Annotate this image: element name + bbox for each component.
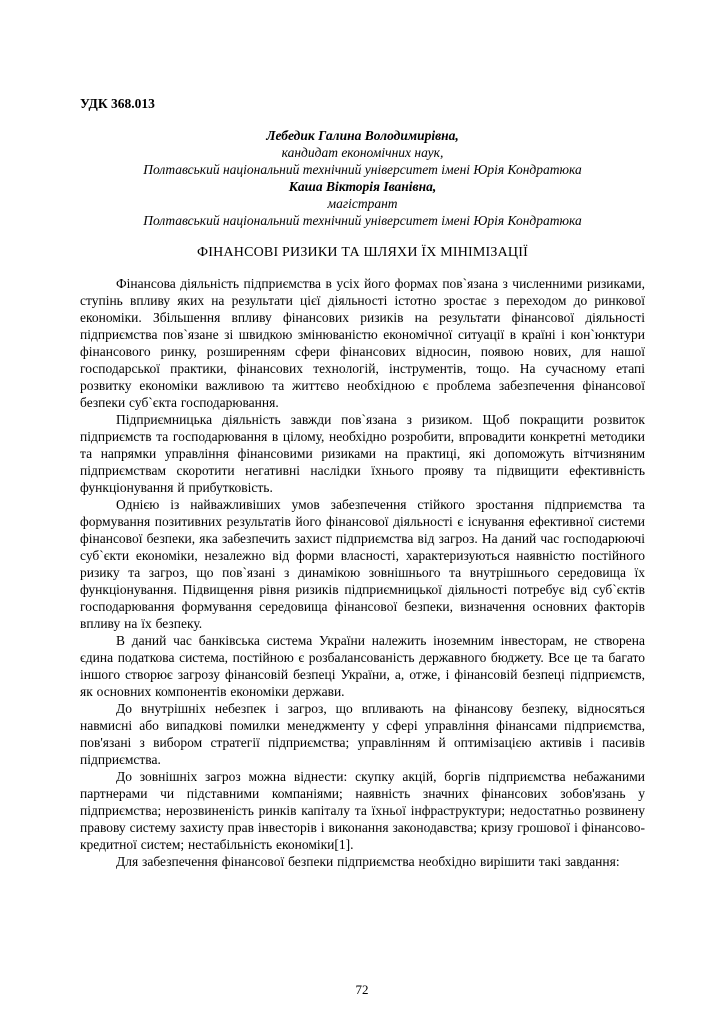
author-block <box>80 178 645 229</box>
author-name: Лебедик Галина Володимирівна, <box>266 128 459 143</box>
body-paragraph: Для забезпечення фінансової безпеки підприємства необхідно вирішити такі завдання: <box>116 854 620 869</box>
body-paragraph: Фінансова діяльність підприємства в усіх його формах пов`язана з численними ризиками, ступінь впливу яких на результати цієї діяльності істотно зростає з переходом до ринкової економіки. Збільшення впливу фінансових ризиків на результати фінансової діяльності підприємства пов`язане зі швидкою змінюваністю економічної ситуації в країні і кон`юнктури фінансового ринку, розширенням сфери фінансових відносин, появою нових, для нашої господарської практики, фінансових технологій, інструментів, тощо. На сучасному етапі розвитку економіки важливою та життєво необхідною є проблема забезпечення фінансової безпеки суб`єкта господарювання. <box>80 276 645 410</box>
body-paragraph: До зовнішніх загроз можна віднести: скупку акцій, боргів підприємства небажаними партнерами чи підставними компаніями; наявність значних фінансових зобов'язань у підприємства; нерозвиненість ринків капіталу та їхньої інфраструктури; недостатньо розвинену правову систему захисту прав інвесторів і виконання законодавства; кризу грошової і фінансово-кредитної систем; нестабільність економіки[1]. <box>80 769 645 852</box>
body-paragraph: Підприємницька діяльність завжди пов`язана з ризиком. Щоб покращити розвиток підприємств та господарювання в цілому, необхідно розробити, впровадити конкретні методики та напрямки управління фінансовими ризиками на практиці, які допоможуть вітчизняним підприємствам скоротити негативні наслідки їхнього прояву та підвищити ефективність функціонування й прибутковість. <box>80 412 645 495</box>
body-paragraph: Однією із найважливіших умов забезпечення стійкого зростання підприємства та формування позитивних результатів його фінансової діяльності є існування ефективної системи фінансової безпеки, яка забезпечить захист підприємства від загроз. На даний час господарюючі суб`єкти економіки, незалежно від форми власності, характеризуються наявністю постійного ризику та загроз, що пов`язані з динамікою зовнішнього та внутрішнього середовища їх функціонування. Підвищення рівня ризиків підприємницької діяльності потребує від суб`єктів господарювання формування середовища фінансової безпеки, визначення основних факторів впливу на їх безпеку. <box>80 497 645 631</box>
article-title: ФІНАНСОВІ РИЗИКИ ТА ШЛЯХИ ЇХ МІНІМІЗАЦІЇ <box>197 245 528 260</box>
author-affiliation: Полтавський національний технічний університет імені Юрія Кондратюка <box>143 213 582 228</box>
author-degree: магістрант <box>327 196 398 211</box>
author-affiliation: Полтавський національний технічний університет імені Юрія Кондратюка <box>143 162 582 177</box>
author-name: Каша Вікторія Іванівна, <box>288 179 437 194</box>
udc-code: УДК 368.013 <box>80 96 155 111</box>
authors-block <box>80 127 645 229</box>
author-degree: кандидат економічних наук, <box>281 145 444 160</box>
author-block <box>80 127 645 178</box>
article-body <box>80 275 645 870</box>
page-number: 72 <box>355 982 369 997</box>
body-paragraph: До внутрішніх небезпек і загроз, що впливають на фінансову безпеку, відносяться навмисні або випадкові помилки менеджменту у сфері управління фінансами підприємства, пов'язані з вибором стратегії підприємства; управлінням й оптимізацією активів і пасивів підприємства. <box>80 701 645 767</box>
body-paragraph: В даний час банківська система України належить іноземним інвесторам, не створена єдина податкова система, постійною є розбалансованість державного бюджету. Все це та багато іншого створює загрозу фінансовій безпеці України, а, отже, і фінансовій безпеці підприємств, як основних компонентів економіки держави. <box>80 633 645 699</box>
